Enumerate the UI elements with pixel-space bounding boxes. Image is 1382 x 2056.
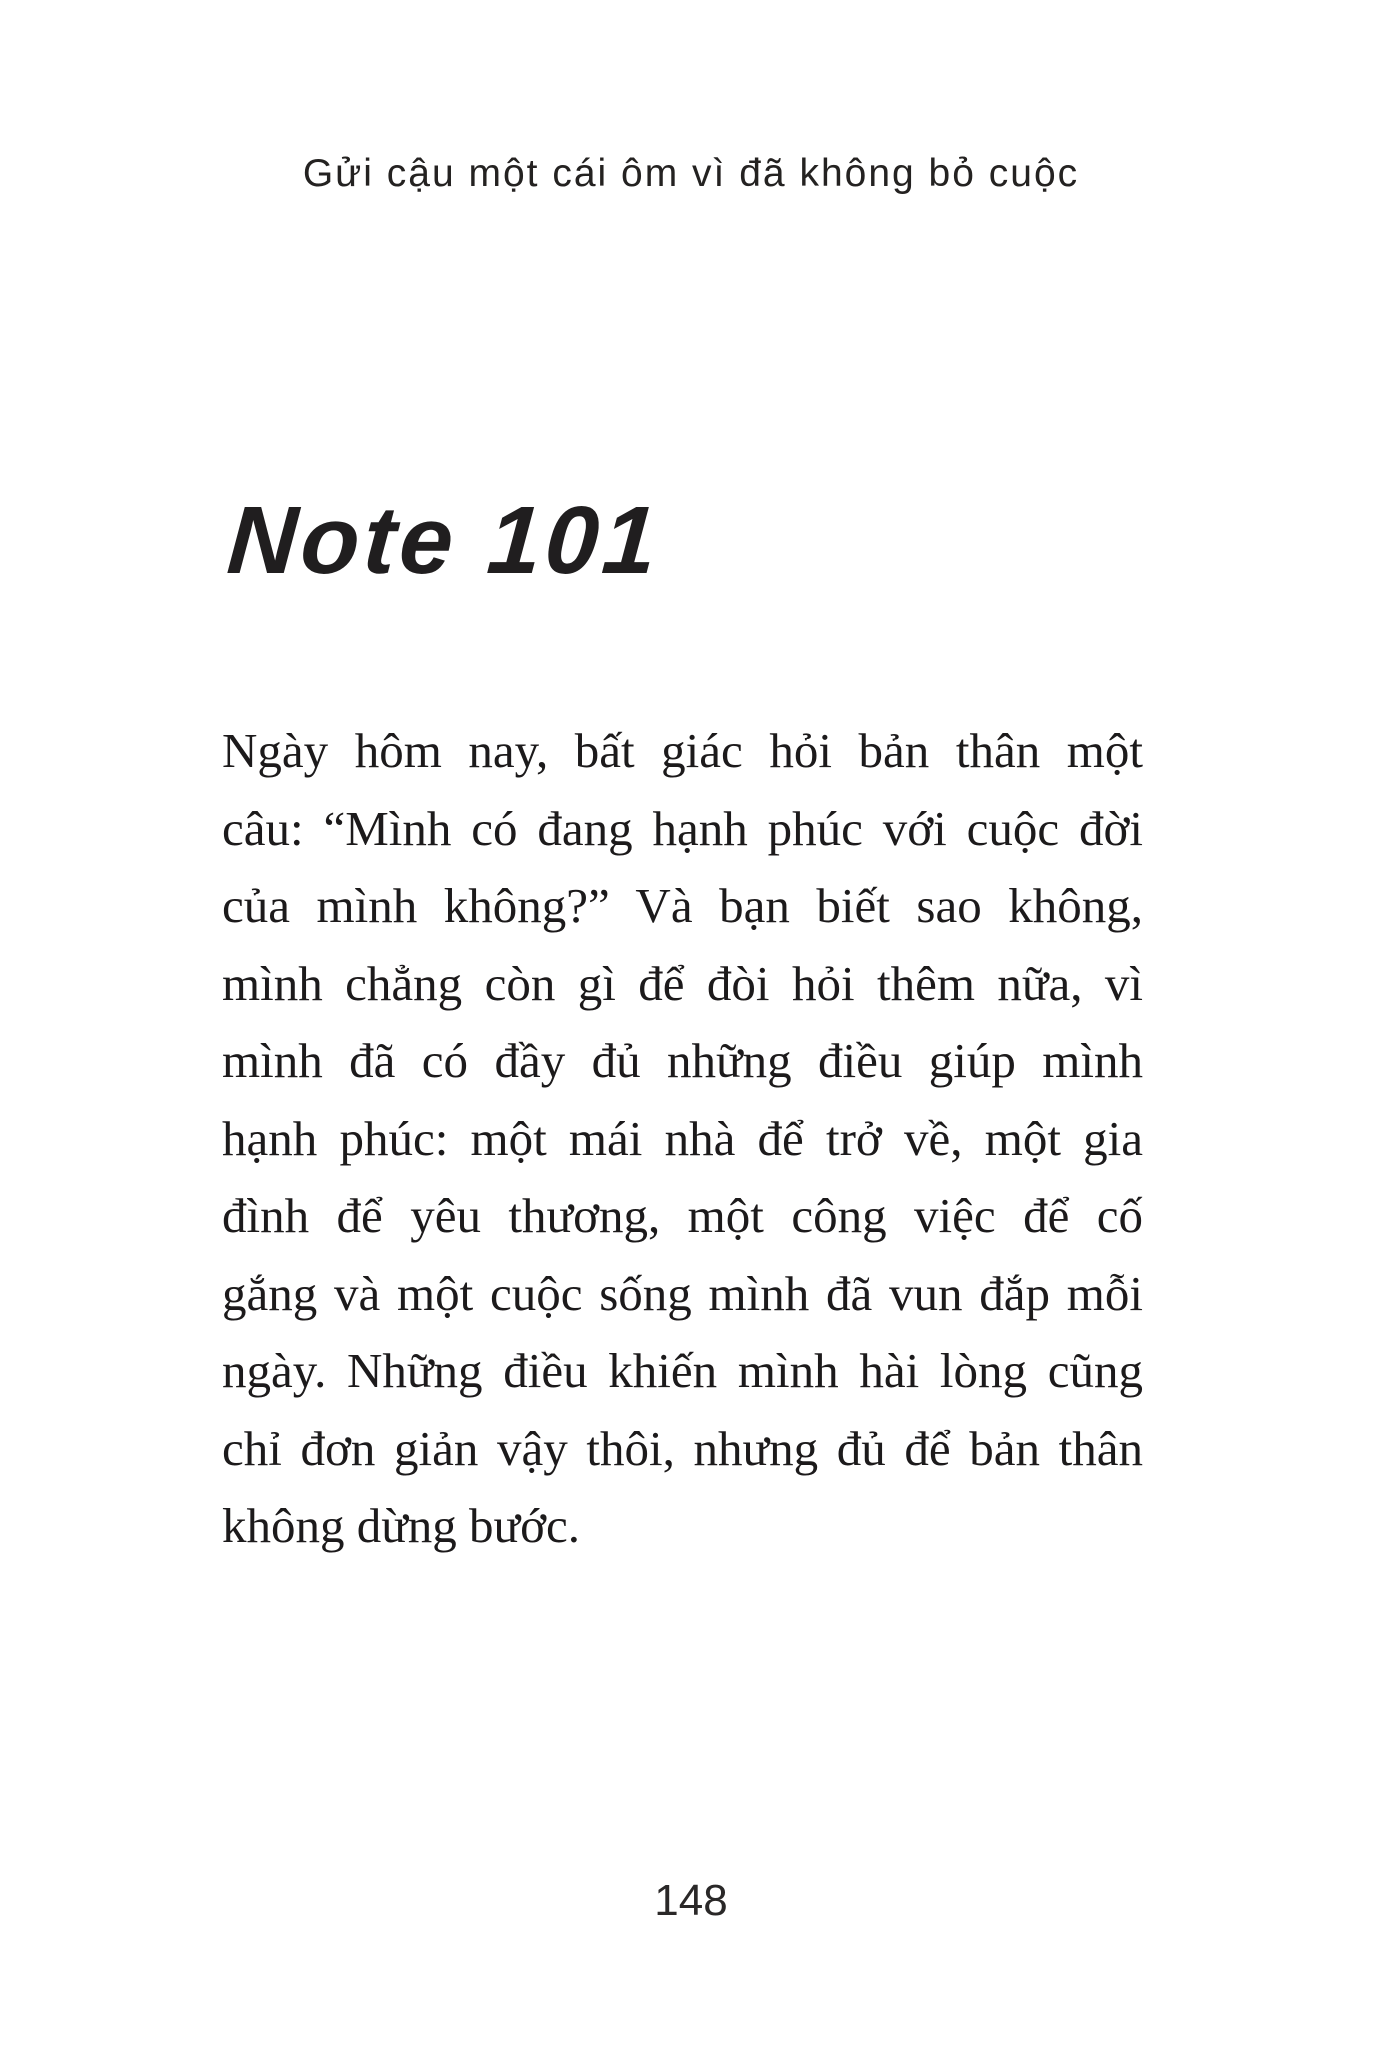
body-text-line: đình để yêu thương, một công việc để cố [222, 1188, 1143, 1243]
body-text-line: Ngày hôm nay, bất giác hỏi bản thân một [222, 723, 1143, 778]
body-text-line: ngày. Những điều khiến mình hài lòng cũng [222, 1343, 1143, 1398]
body-text-line: gắng và một cuộc sống mình đã vun đắp mỗi [222, 1265, 1143, 1321]
body-text-line: hạnh phúc: một mái nhà để trở về, một gia [222, 1110, 1143, 1166]
note-title: Note 101 [224, 487, 664, 594]
body-paragraph [222, 712, 1143, 1565]
page-number: 148 [654, 1876, 728, 1925]
body-text-line: chỉ đơn giản vậy thôi, nhưng đủ để bản thân [222, 1420, 1143, 1476]
body-text-line: của mình không?” Và bạn biết sao không, [222, 878, 1143, 933]
body-text-line: mình đã có đầy đủ những điều giúp mình [222, 1033, 1143, 1088]
body-text-line: câu: “Mình có đang hạnh phúc với cuộc đời [222, 800, 1143, 856]
running-header: Gửi cậu một cái ôm vì đã không bỏ cuộc [302, 152, 1080, 195]
body-text-line: không dừng bước. [222, 1498, 581, 1553]
body-text-line: mình chẳng còn gì để đòi hỏi thêm nữa, vì [222, 955, 1143, 1011]
